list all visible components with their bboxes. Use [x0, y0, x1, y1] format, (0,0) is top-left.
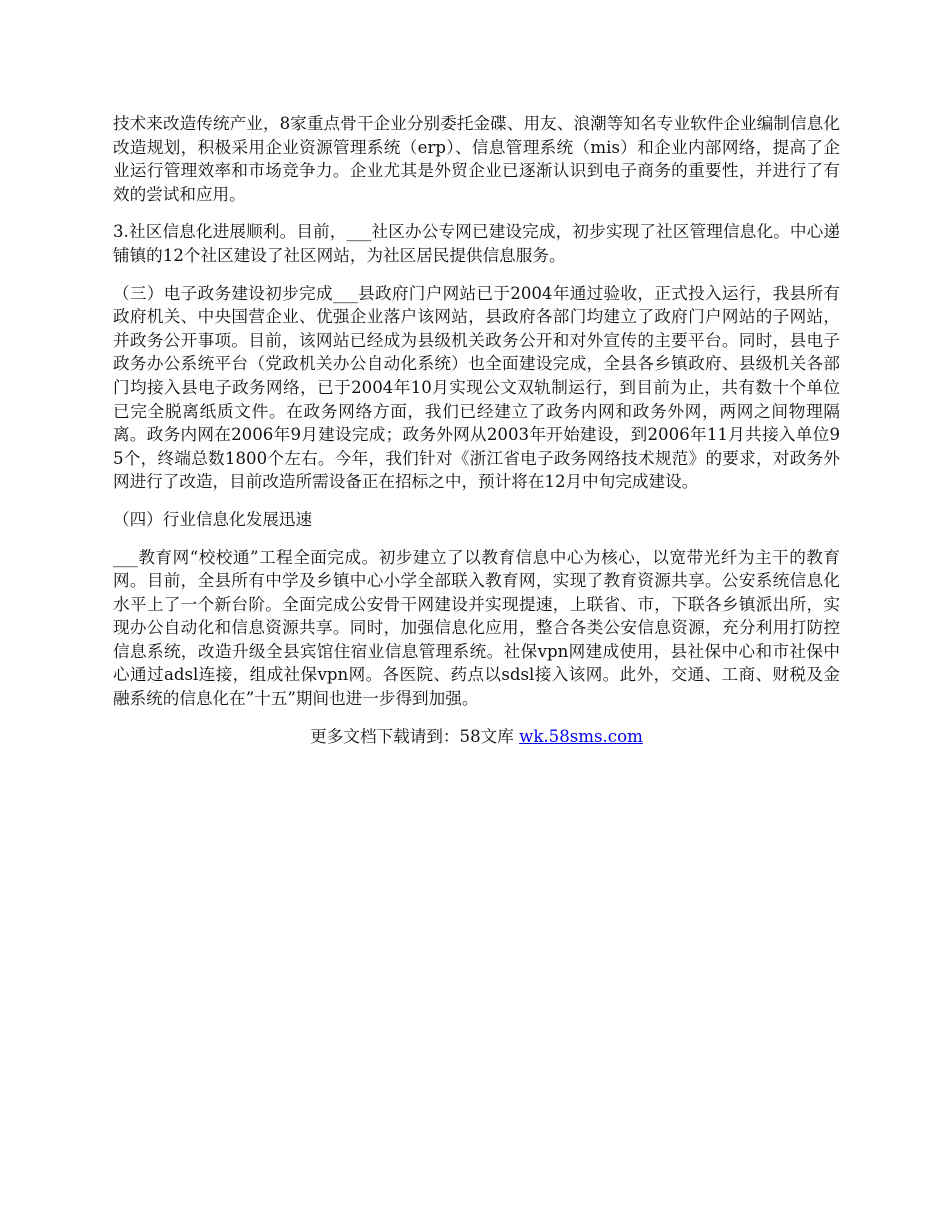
download-footer — [113, 725, 840, 749]
paragraph-community-informatization: 3.社区信息化进展顺利。目前，___社区办公专网已建设完成，初步实现了社区管理信息化。中心递铺镇的12个社区建设了社区网站，为社区居民提供信息服务。 — [113, 222, 840, 265]
paragraph-industry-informatization: ___教育网“校校通”工程全面完成。初步建立了以教育信息中心为核心，以宽带光纤为主干的教育网。目前，全县所有中学及乡镇中心小学全部联入教育网，实现了教育资源共享。公安系统信息化水平上了一个新台阶。全面完成公安骨干网建设并实现提速，上联省、市，下联各乡镇派出所，实现办公自动化和信息资源共享。同时，加强信息化应用，整合各类公安信息资源，充分利用打防控信息系统，改造升级全县宾馆住宿业信息管理系统。社保vpn网建成使用，县社保中心和市社保中心通过adsl连接，组成社保vpn网。各医院、药点以sdsl接入该网。此外，交通、工商、财税及金融系统的信息化在”十五”期间也进一步得到加强。 — [113, 547, 840, 709]
paragraph-e-government: （三）电子政务建设初步完成___县政府门户网站已于2004年通过验收，正式投入运行，我县所有政府机关、中央国营企业、优强企业落户该网站，县政府各部门均建立了政府门户网站的子网站，并政务公开事项。目前，该网站已经成为县级机关政务公开和对外宣传的主要平台。同时，县电子政务办公系统平台（党政机关办公自动化系统）也全面建设完成，全县各乡镇政府、县级机关各部门均接入县电子政务网络，已于2004年10月实现公文双轨制运行，到目前为止，共有数十个单位已完全脱离纸质文件。在政务网络方面，我们已经建立了政务内网和政务外网，两网之间物理隔离。政务内网在2006年9月建设完成；政务外网从2003年开始建设，到2006年11月共接入单位95个，终端总数1800个左右。今年，我们针对《浙江省电子政务网络技术规范》的要求，对政务外网进行了改造，目前改造所需设备正在招标之中，预计将在12月中旬完成建设。 — [113, 283, 840, 492]
footer-link[interactable]: wk.58sms.com — [519, 726, 643, 746]
paragraph-enterprise-informatization: 技术来改造传统产业，8家重点骨干企业分别委托金碟、用友、浪潮等知名专业软件企业编制信息化改造规划，积极采用企业资源管理系统（erp）、信息管理系统（mis）和企业内部网络，提高了企业运行管理效率和市场竞争力。企业尤其是外贸企业已逐渐认识到电子商务的重要性，并进行了有效的尝试和应用。 — [113, 114, 840, 204]
footer-text: 更多文档下载请到：58文库 — [310, 726, 514, 746]
section-heading-industry: （四）行业信息化发展迅速 — [113, 509, 313, 529]
document-page — [113, 112, 840, 748]
